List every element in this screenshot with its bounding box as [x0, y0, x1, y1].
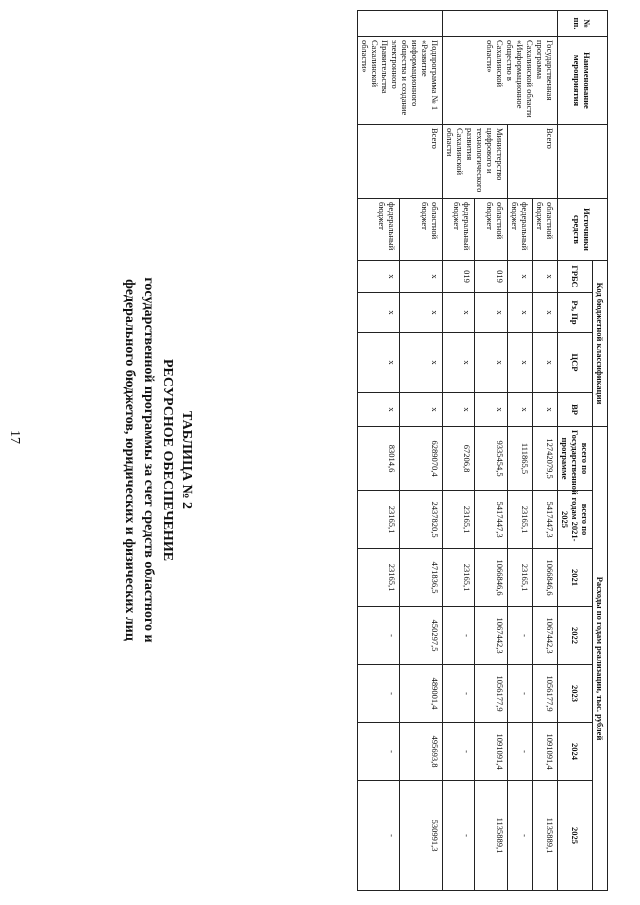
cell-csr: x — [400, 333, 443, 393]
cell-total: 9335454,5 — [475, 427, 508, 491]
cell-total-2021-2025: 23165,1 — [358, 491, 401, 549]
cell-2025: 1135889,1 — [533, 781, 558, 891]
cell-2021: 471836,5 — [400, 549, 443, 607]
cell-2022: - — [358, 607, 401, 665]
cell-total-2021-2025: 23165,1 — [508, 491, 533, 549]
table-row — [400, 11, 443, 891]
row-name: Государственная программа Сахалинской области «Информационное общество в Сахалинской области» — [443, 37, 558, 125]
resource-table-wrapper — [228, 10, 608, 890]
cell-2024: 1091091,4 — [533, 723, 558, 781]
cell-total-2021-2025: 5417447,3 — [533, 491, 558, 549]
header-2024: 2024 — [558, 723, 593, 781]
row-executor: Всего — [358, 125, 443, 199]
table-title: ТАБЛИЦА № 2 — [179, 410, 194, 510]
cell-2025: - — [358, 781, 401, 891]
cell-2022: - — [443, 607, 476, 665]
row-source: федеральный бюджет — [358, 199, 401, 261]
table-row — [533, 11, 558, 891]
resource-table — [357, 10, 608, 891]
cell-grbs: x — [533, 261, 558, 293]
table-heading: РЕСУРСНОЕ ОБЕСПЕЧЕНИЕ — [160, 358, 175, 562]
cell-rzpr: x — [533, 293, 558, 333]
cell-2022: 450297,5 — [400, 607, 443, 665]
cell-vr: x — [443, 393, 476, 427]
cell-2025: 530991,3 — [400, 781, 443, 891]
cell-csr: x — [508, 333, 533, 393]
cell-2024: 1091091,4 — [475, 723, 508, 781]
cell-2024: 495693,8 — [400, 723, 443, 781]
header-total-2021-2025: всего по годам 2021-2025 — [558, 491, 593, 549]
table-subtitle-1: государственной программы за счет средств областного и — [141, 277, 156, 643]
header-name: Наименование мероприятия — [558, 37, 608, 125]
header-source: Источники средств — [558, 199, 608, 261]
row-num — [358, 11, 443, 37]
header-2025: 2025 — [558, 781, 593, 891]
cell-total: 12742079,5 — [533, 427, 558, 491]
cell-grbs: x — [358, 261, 401, 293]
header-num: № пп. — [558, 11, 608, 37]
title-block — [120, 260, 196, 660]
table-row — [475, 11, 508, 891]
cell-2023: - — [358, 665, 401, 723]
cell-2021: 23165,1 — [358, 549, 401, 607]
header-rzpr: Рз, Пр — [558, 293, 593, 333]
cell-csr: x — [533, 333, 558, 393]
row-executor: Всего — [508, 125, 558, 199]
cell-grbs: 019 — [443, 261, 476, 293]
cell-grbs: x — [508, 261, 533, 293]
header-grbs: ГРБС — [558, 261, 593, 293]
header-csr: ЦСР — [558, 333, 593, 393]
cell-vr: x — [533, 393, 558, 427]
row-source: федеральный бюджет — [508, 199, 533, 261]
row-source: областной бюджет — [475, 199, 508, 261]
table-subtitle-2: федерального бюджетов, юридических и физических лиц — [122, 279, 137, 641]
cell-2025: - — [443, 781, 476, 891]
row-num — [443, 11, 558, 37]
cell-2023: 1056177,9 — [475, 665, 508, 723]
cell-2024: - — [443, 723, 476, 781]
cell-2025: 1135889,1 — [475, 781, 508, 891]
cell-total-2021-2025: 2437820,5 — [400, 491, 443, 549]
cell-csr: x — [358, 333, 401, 393]
cell-total: 67206,8 — [443, 427, 476, 491]
header-2021: 2021 — [558, 549, 593, 607]
cell-csr: x — [443, 333, 476, 393]
cell-total-2021-2025: 23165,1 — [443, 491, 476, 549]
cell-rzpr: x — [400, 293, 443, 333]
cell-2023: 489001,4 — [400, 665, 443, 723]
header-2023: 2023 — [558, 665, 593, 723]
cell-grbs: x — [400, 261, 443, 293]
cell-total: 111865,5 — [508, 427, 533, 491]
cell-vr: x — [400, 393, 443, 427]
cell-rzpr: x — [358, 293, 401, 333]
row-source: областной бюджет — [533, 199, 558, 261]
header-expenses: Расходы по годам реализации, тыс. рублей — [593, 427, 608, 891]
cell-2023: - — [508, 665, 533, 723]
cell-rzpr: x — [443, 293, 476, 333]
cell-2021: 23165,1 — [508, 549, 533, 607]
header-budget-code: Код бюджетной классификации — [593, 261, 608, 427]
cell-2023: - — [443, 665, 476, 723]
header-vr: ВР — [558, 393, 593, 427]
row-source: федеральный бюджет — [443, 199, 476, 261]
cell-grbs: 019 — [475, 261, 508, 293]
cell-total: 6289070,4 — [400, 427, 443, 491]
cell-2022: 1067442,3 — [533, 607, 558, 665]
cell-2022: 1067442,3 — [475, 607, 508, 665]
cell-2021: 23165,1 — [443, 549, 476, 607]
cell-vr: x — [358, 393, 401, 427]
cell-2023: 1056177,9 — [533, 665, 558, 723]
cell-vr: x — [475, 393, 508, 427]
cell-2024: - — [508, 723, 533, 781]
header-executor — [558, 125, 608, 199]
cell-rzpr: x — [508, 293, 533, 333]
cell-2021: 1066846,6 — [533, 549, 558, 607]
header-total-program: всего по Государственной программе — [558, 427, 593, 491]
row-name: Подпрограмма № 1 «Развитие информационного общества и создание электронного Правительства Сахалинской области» — [358, 37, 443, 125]
cell-csr: x — [475, 333, 508, 393]
row-executor: Министерство цифрового и технологического развития Сахалинской области — [443, 125, 508, 199]
row-source: областной бюджет — [400, 199, 443, 261]
cell-vr: x — [508, 393, 533, 427]
cell-total-2021-2025: 5417447,3 — [475, 491, 508, 549]
cell-2022: - — [508, 607, 533, 665]
cell-2024: - — [358, 723, 401, 781]
cell-total: 83014,6 — [358, 427, 401, 491]
cell-rzpr: x — [475, 293, 508, 333]
header-2022: 2022 — [558, 607, 593, 665]
page-number: 17 — [7, 430, 22, 444]
cell-2021: 1066846,6 — [475, 549, 508, 607]
cell-2025: - — [508, 781, 533, 891]
